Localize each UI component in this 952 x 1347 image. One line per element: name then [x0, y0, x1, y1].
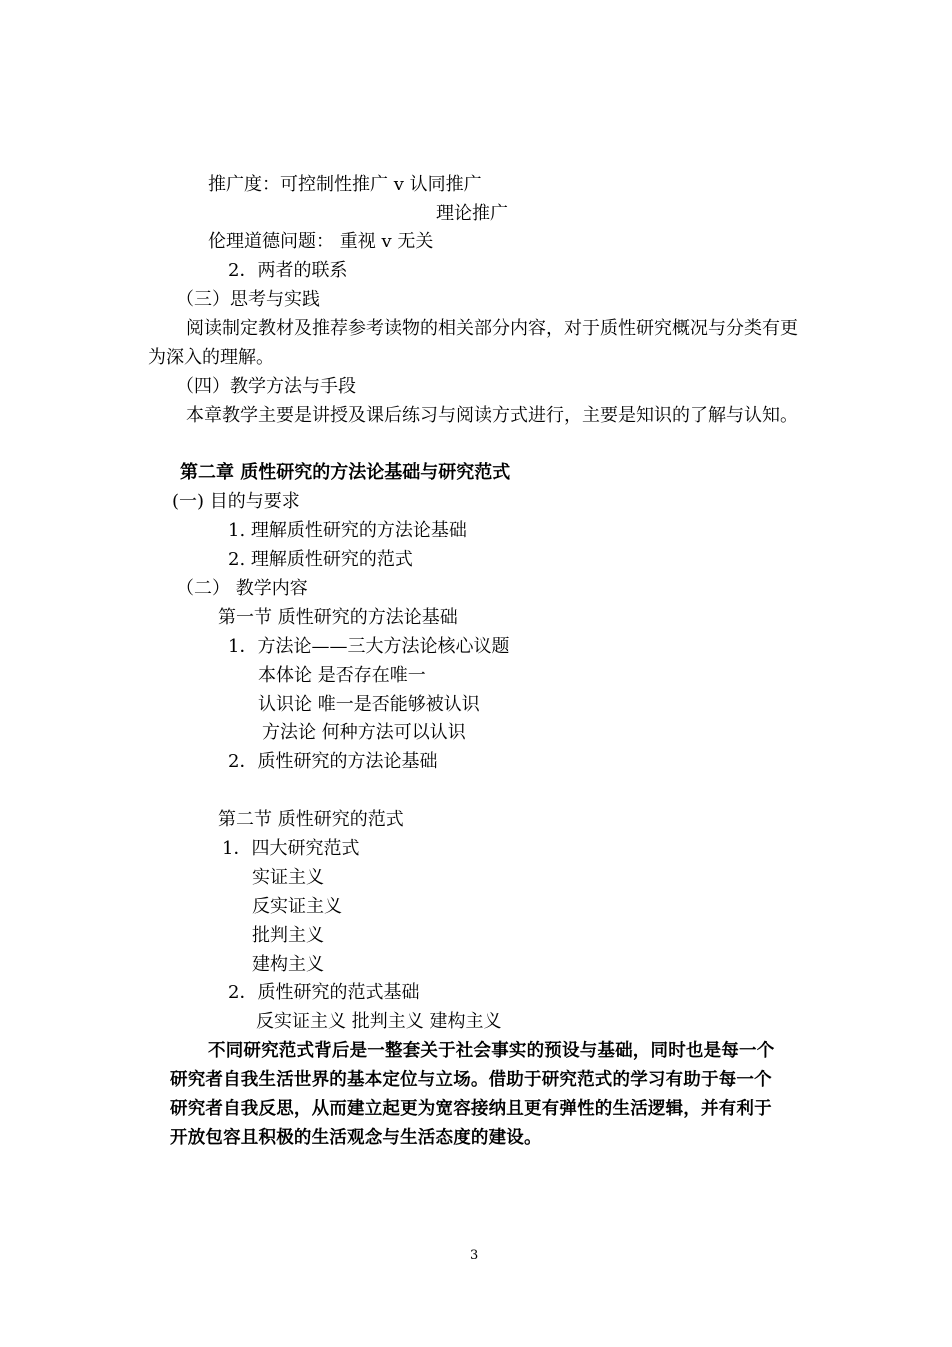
- section-content: （二） 教学内容: [176, 578, 308, 599]
- subsection-1: 第一节 质性研究的方法论基础: [218, 607, 458, 628]
- line-generalization: 推广度：可控制性推广 v 认同推广: [208, 174, 482, 195]
- paragraph-reading-1: 阅读制定教材及推荐参考读物的相关部分内容，对于质性研究概况与分类有更: [186, 318, 798, 339]
- conclusion-line-2: 研究者自我生活世界的基本定位与立场。借助于研究范式的学习有助于每一个: [170, 1070, 772, 1090]
- chapter-title: 第二章 质性研究的方法论基础与研究范式: [180, 462, 511, 483]
- paradigm-positivism: 实证主义: [252, 867, 324, 888]
- item-methodology: 1．方法论——三大方法论核心议题: [228, 636, 510, 657]
- line-ethics: 伦理道德问题： 重视 v 无关: [208, 231, 434, 252]
- line-theory-generalization: 理论推广: [436, 203, 508, 224]
- goal-1: 1. 理解质性研究的方法论基础: [228, 520, 467, 541]
- goal-2: 2. 理解质性研究的范式: [228, 549, 413, 570]
- item-ontology: 本体论 是否存在唯一: [258, 665, 426, 686]
- item-paradigm-basis: 2．质性研究的范式基础: [228, 982, 420, 1003]
- paradigm-basis-list: 反实证主义 批判主义 建构主义: [256, 1011, 502, 1032]
- conclusion-line-1: 不同研究范式背后是一整套关于社会事实的预设与基础，同时也是每一个: [208, 1041, 775, 1061]
- item-epistemology: 认识论 唯一是否能够被认识: [258, 694, 480, 715]
- paradigm-constructivism: 建构主义: [252, 954, 324, 975]
- paragraph-reading-2: 为深入的理解。: [148, 347, 274, 368]
- item-methodology-basis: 2．质性研究的方法论基础: [228, 751, 438, 772]
- paradigm-critical: 批判主义: [252, 925, 324, 946]
- item-four-paradigms: 1．四大研究范式: [222, 838, 360, 859]
- section-goals: (一) 目的与要求: [172, 491, 300, 512]
- subsection-2: 第二节 质性研究的范式: [218, 809, 404, 830]
- item-method: 方法论 何种方法可以认识: [262, 722, 466, 743]
- conclusion-line-4: 开放包容且积极的生活观念与生活态度的建设。: [170, 1128, 542, 1148]
- conclusion-line-3: 研究者自我反思，从而建立起更为宽容接纳且更有弹性的生活逻辑，并有利于: [170, 1099, 772, 1119]
- section-teaching-methods: （四）教学方法与手段: [176, 376, 356, 397]
- paradigm-antipositivism: 反实证主义: [252, 896, 342, 917]
- line-relation: 2．两者的联系: [228, 260, 348, 281]
- page-number: 3: [470, 1248, 479, 1263]
- paragraph-teaching: 本章教学主要是讲授及课后练习与阅读方式进行，主要是知识的了解与认知。: [186, 405, 798, 426]
- section-think-practice: （三）思考与实践: [176, 289, 320, 310]
